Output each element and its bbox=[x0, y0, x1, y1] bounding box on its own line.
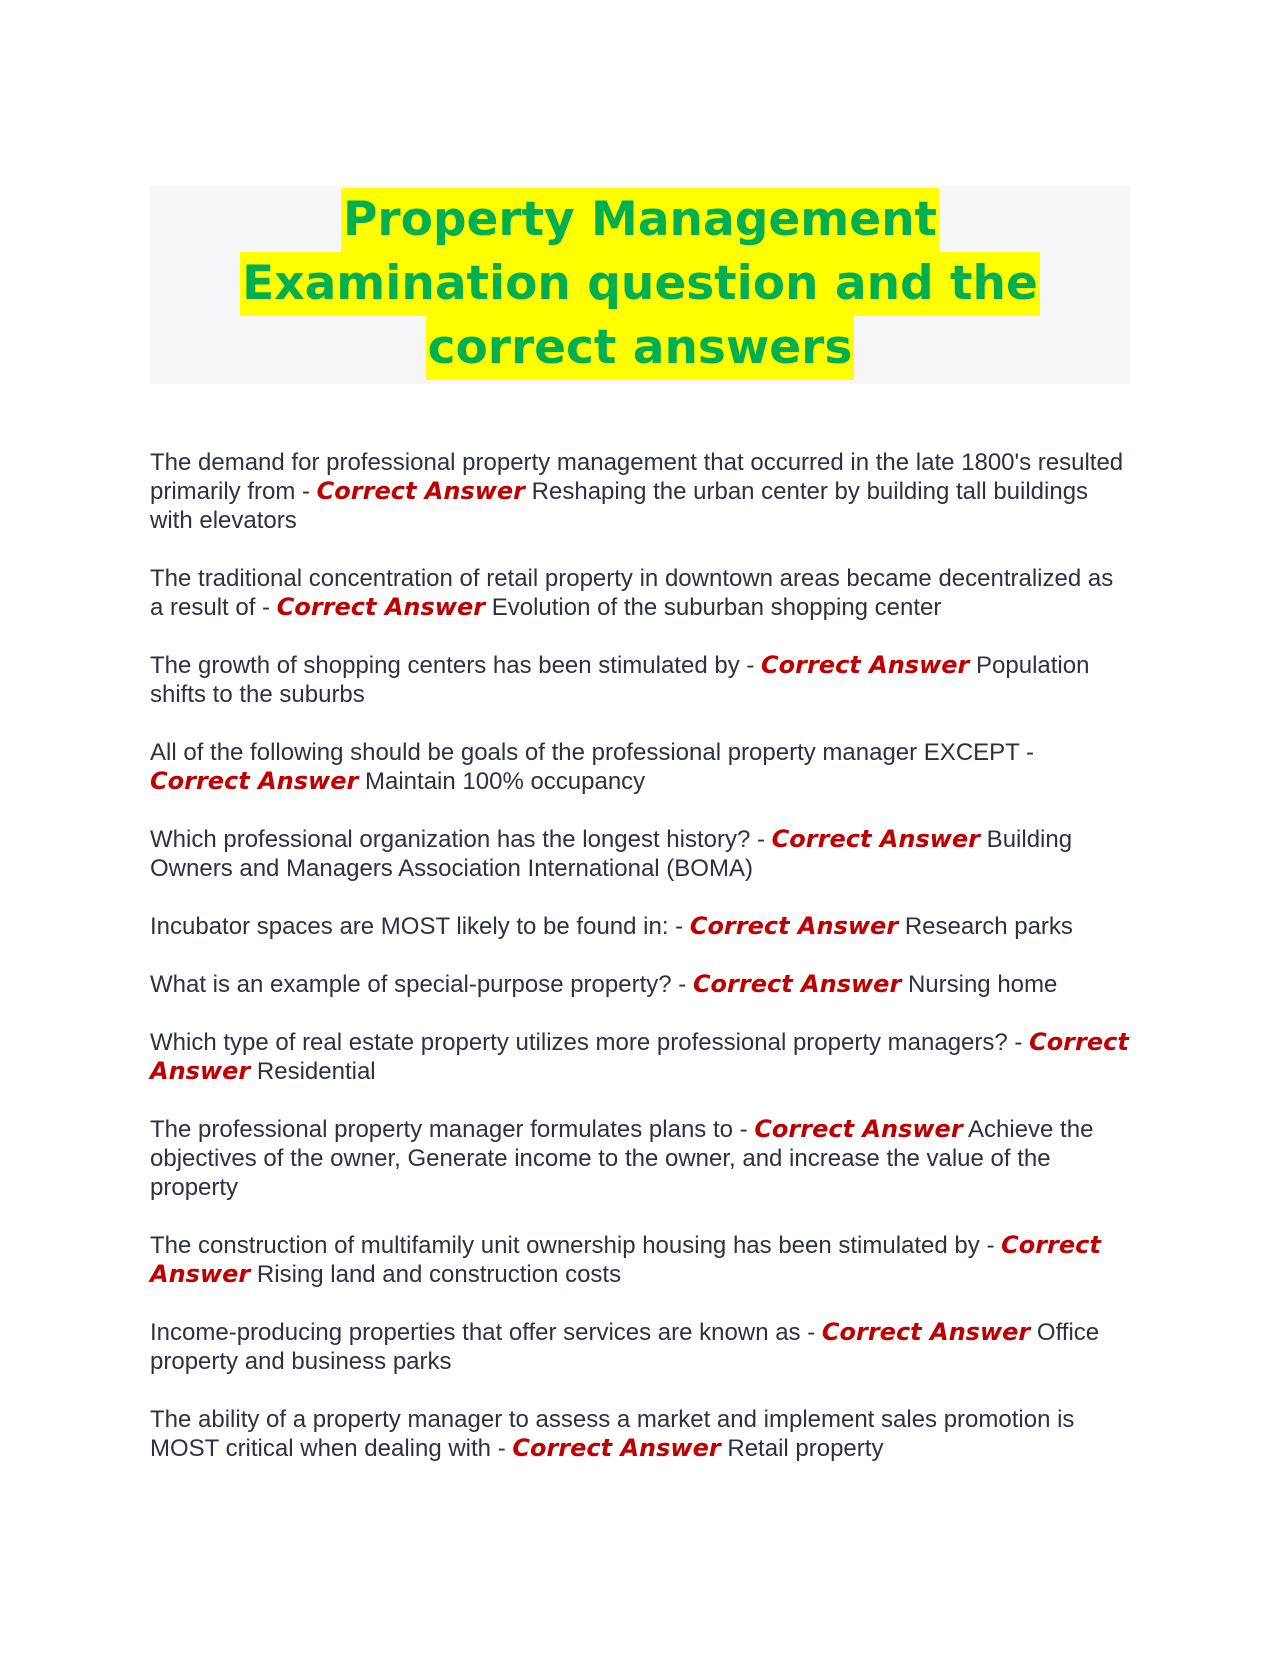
answer-text: Research parks bbox=[898, 913, 1073, 940]
question-text: What is an example of special-purpose property? - bbox=[150, 971, 693, 998]
question-text: Income-producing properties that offer services are known as - bbox=[150, 1319, 822, 1346]
question-text: Incubator spaces are MOST likely to be found in: - bbox=[150, 913, 690, 940]
question-text: Which professional organization has the longest history? - bbox=[150, 826, 772, 853]
answer-text: Achieve the objectives of the owner, Generate income to the owner, and increase the value of the property bbox=[150, 1116, 1094, 1201]
question-text: The growth of shopping centers has been stimulated by - bbox=[150, 652, 762, 679]
correct-answer-label: Correct Answer bbox=[761, 651, 970, 679]
title-line-3: correct answers bbox=[426, 316, 855, 380]
question-text: The demand for professional property management that occurred in the late 1800's resulted primarily from - bbox=[150, 449, 1124, 505]
qa-item bbox=[150, 1318, 1130, 1376]
correct-answer-label: Correct Answer bbox=[150, 1028, 1129, 1085]
correct-answer-label: Correct Answer bbox=[689, 912, 899, 940]
correct-answer-label: Correct Answer bbox=[512, 1434, 721, 1462]
correct-answer-label: Correct Answer bbox=[316, 477, 526, 505]
qa-item bbox=[150, 448, 1130, 535]
answer-text: Maintain 100% occupancy bbox=[358, 768, 646, 795]
correct-answer-label: Correct Answer bbox=[150, 1231, 1101, 1288]
correct-answer-label: Correct Answer bbox=[276, 593, 486, 621]
answer-text: Reshaping the urban center by building tall buildings with elevators bbox=[150, 478, 1089, 534]
answer-text: Rising land and construction costs bbox=[250, 1261, 622, 1288]
qa-item bbox=[150, 970, 1130, 999]
title-line-1: Property Management bbox=[341, 188, 939, 252]
qa-item bbox=[150, 738, 1130, 796]
answer-text: Residential bbox=[250, 1058, 376, 1085]
question-text: Which type of real estate property utilizes more professional property managers? - bbox=[150, 1029, 1030, 1056]
title-block bbox=[150, 186, 1130, 384]
correct-answer-label: Correct Answer bbox=[150, 767, 359, 795]
answer-text: Building Owners and Managers Association International (BOMA) bbox=[150, 826, 1073, 882]
answer-text: Retail property bbox=[720, 1435, 884, 1462]
question-text: The construction of multifamily unit ownership housing has been stimulated by - bbox=[150, 1232, 1002, 1259]
document-page bbox=[150, 186, 1130, 1492]
question-text: The ability of a property manager to assess a market and implement sales promotion is MOST critical when dealing with - bbox=[150, 1406, 1075, 1462]
title-line-2: Examination question and the bbox=[240, 252, 1040, 316]
correct-answer-label: Correct Answer bbox=[821, 1318, 1031, 1346]
correct-answer-label: Correct Answer bbox=[692, 970, 902, 998]
question-text: The traditional concentration of retail property in downtown areas became decentralized as a result of - bbox=[150, 565, 1114, 621]
qa-item bbox=[150, 1115, 1130, 1202]
qa-item bbox=[150, 564, 1130, 622]
qa-item bbox=[150, 825, 1130, 883]
qa-item bbox=[150, 1231, 1130, 1289]
answer-text: Nursing home bbox=[901, 971, 1058, 998]
qa-list bbox=[150, 448, 1130, 1463]
answer-text: Population shifts to the suburbs bbox=[150, 652, 1090, 708]
question-text: The professional property manager formulates plans to - bbox=[150, 1116, 755, 1143]
qa-item bbox=[150, 912, 1130, 941]
correct-answer-label: Correct Answer bbox=[771, 825, 981, 853]
qa-item bbox=[150, 1028, 1130, 1086]
qa-item bbox=[150, 651, 1130, 709]
answer-text: Office property and business parks bbox=[150, 1319, 1100, 1375]
qa-item bbox=[150, 1405, 1130, 1463]
question-text: All of the following should be goals of the professional property manager EXCEPT - bbox=[150, 739, 1035, 766]
answer-text: Evolution of the suburban shopping center bbox=[485, 594, 942, 621]
correct-answer-label: Correct Answer bbox=[754, 1115, 963, 1143]
